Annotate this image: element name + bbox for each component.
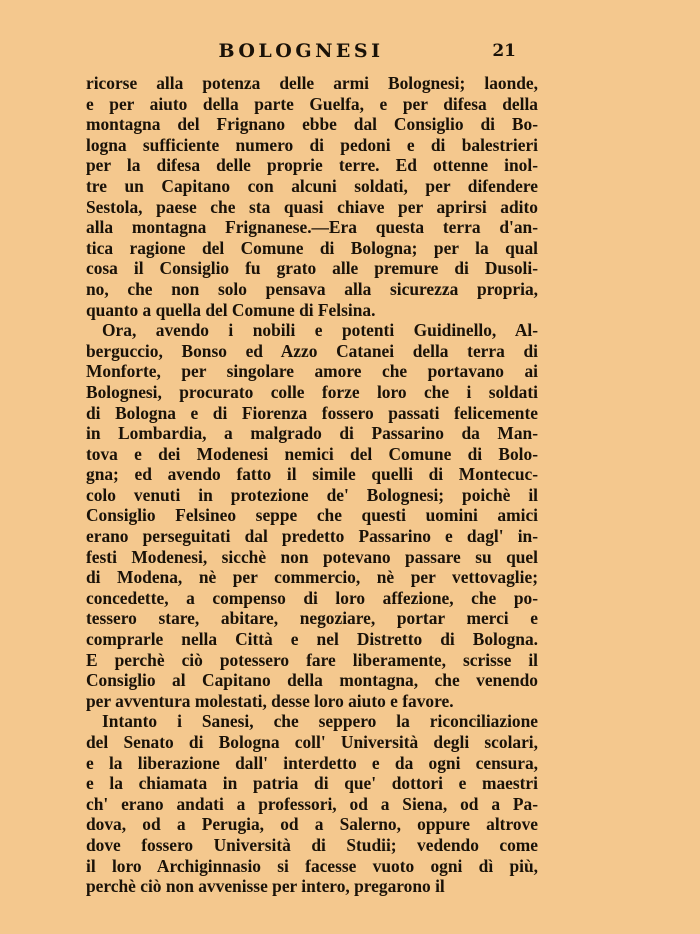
text-line: tre un Capitano con alcuni soldati, per difendere <box>86 175 538 196</box>
page-header <box>86 40 516 64</box>
text-line: tica ragione del Comune di Bologna; per la qual <box>86 237 538 258</box>
text-line: montagna del Frignano ebbe dal Consiglio di Bo- <box>86 114 538 135</box>
running-title: BOLOGNESI <box>218 40 384 62</box>
text-line: di Bologna e di Fiorenza fossero passati felicemente <box>86 402 538 423</box>
text-line: quanto a quella del Comune di Felsina. <box>86 299 376 320</box>
text-line: logna sufficiente numero di pedoni e di balestrieri <box>86 134 538 155</box>
text-line: Intanto i Sanesi, che seppero la riconciliazione <box>102 711 538 732</box>
text-line: Sestola, paese che sta quasi chiave per aprirsi adito <box>86 196 538 217</box>
text-line: tova e dei Modenesi nemici del Comune di Bolo- <box>86 443 538 464</box>
text-line: tessero stare, abitare, negoziare, portar merci e <box>86 608 538 629</box>
text-line: e la chiamata in patria di que' dottori e maestri <box>86 773 538 794</box>
text-line: il loro Archiginnasio si facesse vuoto ogni dì più, <box>86 855 538 876</box>
text-line: Ora, avendo i nobili e potenti Guidinello, Al- <box>102 320 538 341</box>
text-line: per avventura molestati, desse loro aiuto e favore. <box>86 690 454 711</box>
text-line: per la difesa delle proprie terre. Ed ottenne inol- <box>86 155 538 176</box>
text-line: ricorse alla potenza delle armi Bolognesi; laonde, <box>86 73 538 93</box>
paragraph <box>86 320 538 711</box>
text-line: dove fossero Università di Studii; vedendo come <box>86 834 538 855</box>
text-line: Bolognesi, procurato colle forze loro che i soldati <box>86 381 538 402</box>
text-line: no, che non solo pensava alla sicurezza propria, <box>86 278 538 299</box>
text-line: Consiglio Felsineo seppe che questi uomini amici <box>86 505 538 526</box>
text-line: Consiglio al Capitano della montagna, che venendo <box>86 670 538 691</box>
text-line: e la liberazione dall' interdetto e da ogni censura, <box>86 752 538 773</box>
paragraph <box>86 711 538 896</box>
text-line: alla montagna Frignanese.—Era questa terra d'an- <box>86 217 538 238</box>
text-line: Monforte, per singolare amore che portavano ai <box>86 361 538 382</box>
text-line: perchè ciò non avvenisse per intero, pregarono il <box>86 876 445 897</box>
text-line: erano perseguitati dal predetto Passarino e dagl' in- <box>86 526 538 547</box>
text-line: concedette, a compenso di loro affezione, che po- <box>86 587 538 608</box>
text-line: e per aiuto della parte Guelfa, e per difesa della <box>86 93 538 114</box>
text-line: comprarle nella Città e nel Distretto di Bologna. <box>86 629 538 650</box>
page-number: 21 <box>492 41 516 61</box>
text-line: ch' erano andati a professori, od a Siena, od a Pa- <box>86 793 538 814</box>
text-line: berguccio, Bonso ed Azzo Catanei della terra di <box>86 340 538 361</box>
text-line: cosa il Consiglio fu grato alle premure di Dusoli- <box>86 258 538 279</box>
text-line: in Lombardia, a malgrado di Passarino da Man- <box>86 423 538 444</box>
text-line: di Modena, nè per commercio, nè per vettovaglie; <box>86 567 538 588</box>
text-line: colo venuti in protezione de' Bolognesi; poichè il <box>86 484 538 505</box>
paragraph <box>86 73 538 320</box>
text-line: E perchè ciò potessero fare liberamente, scrisse il <box>86 649 538 670</box>
body-text <box>86 73 538 897</box>
text-line: del Senato di Bologna coll' Università degli scolari, <box>86 732 538 752</box>
text-line: dova, od a Perugia, od a Salerno, oppure altrove <box>86 814 538 835</box>
text-line: festi Modenesi, sicchè non potevano passare su quel <box>86 546 538 567</box>
text-line: gna; ed avendo fatto il simile quelli di Montecuc- <box>86 464 538 485</box>
